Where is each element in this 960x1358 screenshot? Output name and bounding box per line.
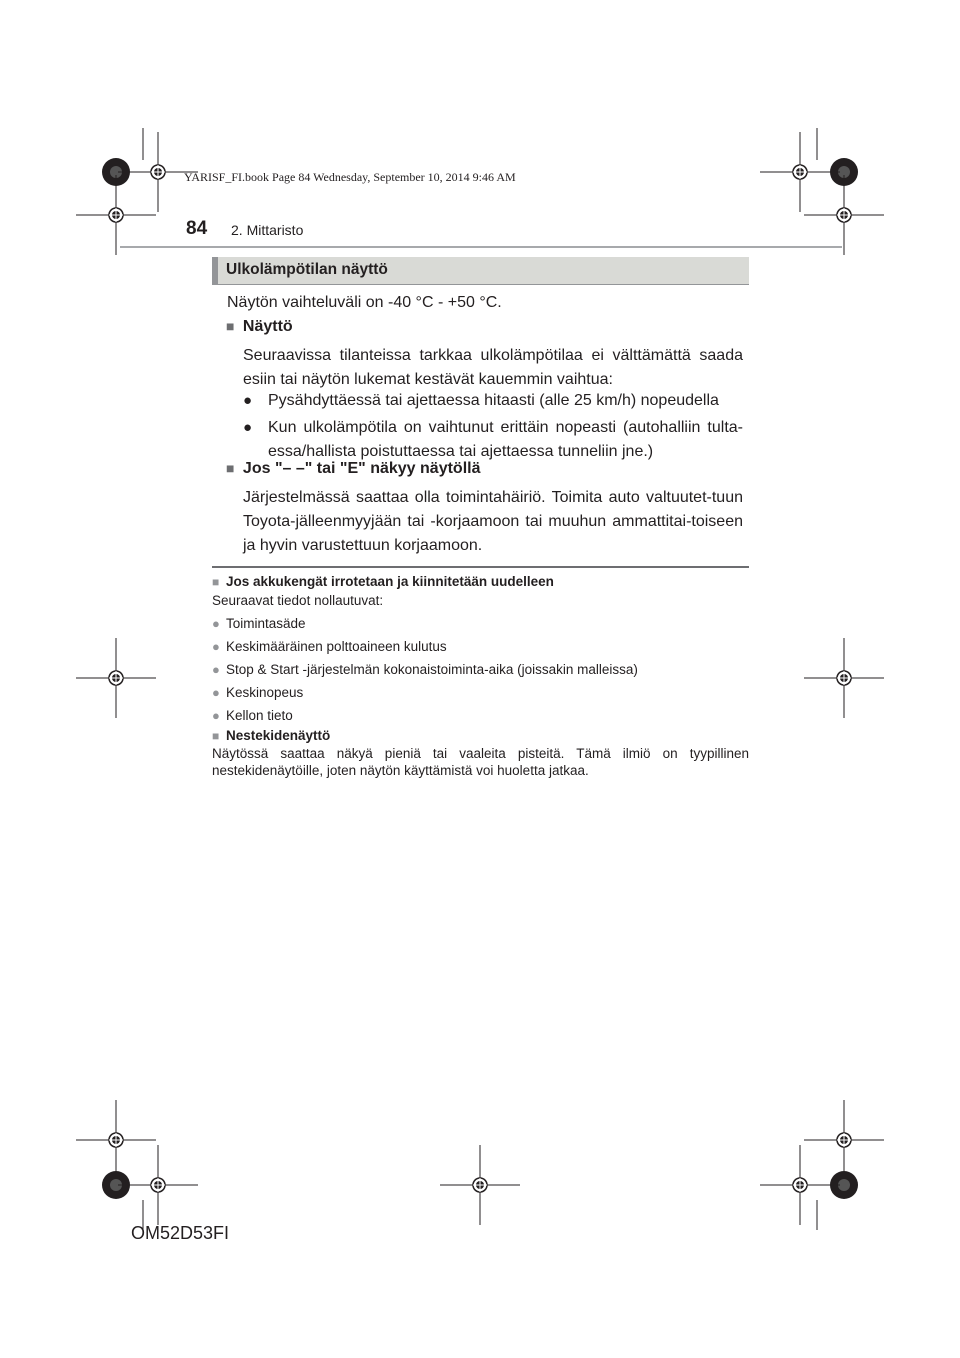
page-number: 84 [186, 218, 208, 239]
list-item: ● Keskinopeus [212, 683, 749, 703]
list-item: ● Toimintasäde [212, 614, 749, 634]
lcd-heading: Nestekidenäyttö [226, 728, 331, 743]
error-heading-row [226, 460, 480, 478]
bullet-dot-icon: ● [243, 392, 253, 409]
notes [212, 574, 749, 779]
range-text: Näytön vaihteluväli on -40 °C - +50 °C. [227, 294, 502, 311]
error-text: Järjestelmässä saattaa olla toimintahäiriö. Toimita auto valtuutet-tuun Toyota-jälleenmyyjään tai -korjaamoon tai muuhun ammattitai-toiseen ja hyvin varustettuun korjaamoon. [243, 489, 743, 554]
bullet-dot-icon: ● [212, 639, 220, 654]
bullet-dot-icon: ● [212, 662, 220, 677]
footer-code: OM52D53FI [131, 1223, 230, 1243]
header-rule [120, 246, 842, 248]
error-heading: Jos "– –" tai "E" näkyy näytöllä [242, 460, 481, 477]
list-item: ● Stop & Start -järjestelmän kokonaistoiminta-aika (joissakin malleissa) [212, 660, 749, 680]
display-heading-row [226, 318, 293, 336]
square-bullet-icon: ■ [226, 460, 235, 476]
battery-heading: Jos akkukengät irrotetaan ja kiinnitetään uudelleen [226, 574, 554, 589]
lcd-text: Näytössä saattaa näkyä pieniä tai vaaleita pisteitä. Tämä ilmiö on tyypillinen nestekidenäytöille, joten näytön käyttämistä voi huoletta jatkaa. [212, 746, 749, 778]
square-bullet-icon: ■ [226, 318, 235, 334]
chapter-title: 2. Mittaristo [231, 222, 304, 238]
square-bullet-icon: ■ [212, 729, 220, 743]
display-heading: Näyttö [242, 318, 293, 335]
display-intro: Seuraavissa tilanteissa tarkkaa ulkolämpötilaa ei välttämättä saada esiin tai näytön lukemat kestävät kauemmin vaihtua: [243, 347, 743, 388]
section-title: Ulkolämpötilan näyttö [226, 261, 388, 278]
list-item: ● Kellon tieto [212, 706, 749, 726]
section-bar [212, 257, 749, 284]
list-item: ● Kun ulkolämpötila on vaihtunut erittäin nopeasti (autohalliin tulta-essa/hallista poistuttaessa tai ajettaessa tunneliin jne.) [243, 416, 743, 464]
section-underline [212, 284, 749, 285]
battery-heading-row [212, 574, 749, 589]
bullet-dot-icon: ● [212, 708, 220, 723]
separator [212, 566, 749, 568]
bullet-dot-icon: ● [212, 685, 220, 700]
battery-intro: Seuraavat tiedot nollautuvat: [212, 593, 384, 608]
display-bullets [243, 389, 743, 464]
book-info: YARISF_FI.book Page 84 Wednesday, September 10, 2014 9:46 AM [184, 170, 516, 184]
square-bullet-icon: ■ [212, 575, 220, 589]
lcd-heading-row [212, 728, 749, 743]
list-item: ● Pysähdyttäessä tai ajettaessa hitaasti (alle 25 km/h) nopeudella [243, 389, 743, 413]
list-item: ● Keskimääräinen polttoaineen kulutus [212, 637, 749, 657]
bullet-dot-icon: ● [243, 419, 253, 436]
bullet-dot-icon: ● [212, 616, 220, 631]
